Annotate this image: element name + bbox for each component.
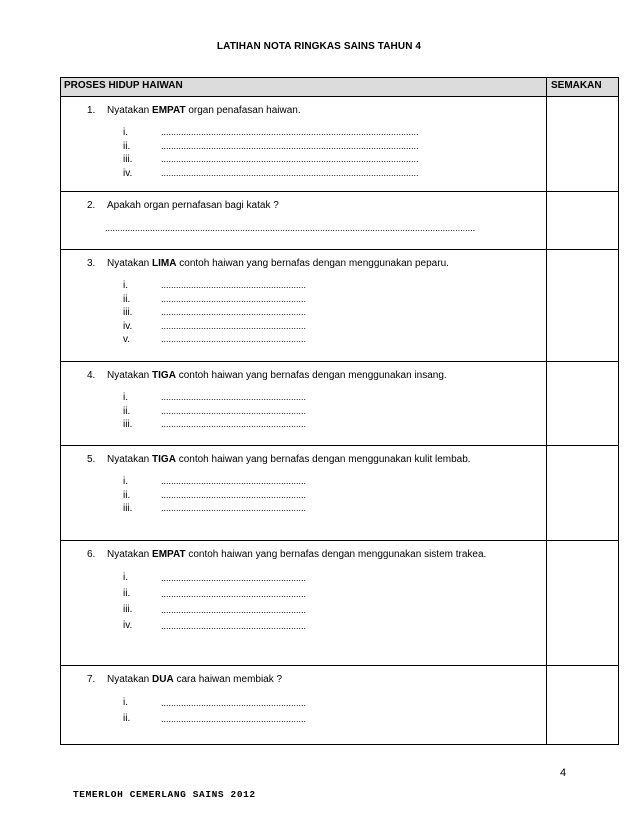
question-number: 7.: [87, 673, 96, 685]
question-row-1: [61, 97, 619, 191]
question-row-4: [61, 362, 619, 446]
question-text: Nyatakan TIGA contoh haiwan yang bernafas dengan menggunakan insang.: [107, 370, 447, 382]
check-cell[interactable]: [547, 540, 619, 665]
question-text: Nyatakan DUA cara haiwan membiak ?: [107, 673, 283, 685]
check-cell[interactable]: [547, 665, 619, 744]
answer-item[interactable]: iii. .......................................................................................................: [123, 154, 419, 166]
question-number: 5.: [87, 454, 96, 466]
answer-item[interactable]: iv. .......................................................................................................: [123, 167, 419, 179]
check-cell[interactable]: [547, 97, 619, 191]
check-cell[interactable]: [547, 250, 619, 362]
answer-item[interactable]: iii. ..........................................................: [123, 603, 307, 615]
column-header-topic: PROSES HIDUP HAIWAN: [61, 78, 547, 97]
page-number: 4: [560, 767, 567, 779]
question-row-7: [61, 665, 619, 744]
answer-item[interactable]: iv. ..........................................................: [123, 320, 307, 332]
question-text: Apakah organ pernafasan bagi katak ?: [107, 199, 279, 211]
question-number: 4.: [87, 370, 96, 382]
answer-item[interactable]: v. ..........................................................: [123, 334, 307, 346]
question-text: Nyatakan EMPAT contoh haiwan yang bernafas dengan menggunakan sistem trakea.: [107, 548, 487, 560]
answer-item[interactable]: i. .......................................................................................................: [123, 127, 419, 139]
question-row-6: [61, 540, 619, 665]
answer-item[interactable]: i. ..........................................................: [123, 476, 307, 488]
answer-item[interactable]: ii. ..........................................................: [123, 712, 307, 724]
answer-item[interactable]: ii. .......................................................................................................: [123, 140, 419, 152]
footer-text: TEMERLOH CEMERLANG SAINS 2012: [73, 789, 256, 800]
check-cell[interactable]: [547, 362, 619, 446]
answer-item[interactable]: i. ..........................................................: [123, 696, 307, 708]
table-header-row: [61, 78, 619, 97]
question-text: Nyatakan LIMA contoh haiwan yang bernafas dengan menggunakan peparu.: [107, 258, 449, 270]
question-number: 1.: [87, 105, 96, 117]
answer-item[interactable]: iii. ..........................................................: [123, 503, 307, 515]
answer-item[interactable]: i. ..........................................................: [123, 571, 307, 583]
answer-item[interactable]: iv. ..........................................................: [123, 619, 307, 631]
answer-item[interactable]: ii. ..........................................................: [123, 489, 307, 501]
question-row-2: [61, 191, 619, 249]
question-text: Nyatakan TIGA contoh haiwan yang bernafas dengan menggunakan kulit lembab.: [107, 454, 471, 466]
answer-item[interactable]: ii. ..........................................................: [123, 587, 307, 599]
check-cell[interactable]: [547, 446, 619, 540]
question-row-3: [61, 250, 619, 362]
worksheet-table: [60, 77, 619, 745]
answer-item[interactable]: ii. ..........................................................: [123, 293, 307, 305]
question-number: 2.: [87, 199, 96, 211]
answer-item[interactable]: i. ..........................................................: [123, 392, 307, 404]
answer-item[interactable]: iii. ..........................................................: [123, 307, 307, 319]
question-row-5: [61, 446, 619, 540]
answer-line[interactable]: ....................................................................................................................................................: [105, 222, 476, 233]
check-cell[interactable]: [547, 191, 619, 249]
answer-item[interactable]: iii. ..........................................................: [123, 419, 307, 431]
answer-item[interactable]: ii. ..........................................................: [123, 405, 307, 417]
question-number: 3.: [87, 258, 96, 270]
column-header-check: SEMAKAN: [547, 78, 619, 97]
answer-item[interactable]: i. ..........................................................: [123, 280, 307, 292]
page-title: LATIHAN NOTA RINGKAS SAINS TAHUN 4: [216, 41, 422, 52]
question-text: Nyatakan EMPAT organ penafasan haiwan.: [107, 105, 301, 117]
question-number: 6.: [87, 548, 96, 560]
